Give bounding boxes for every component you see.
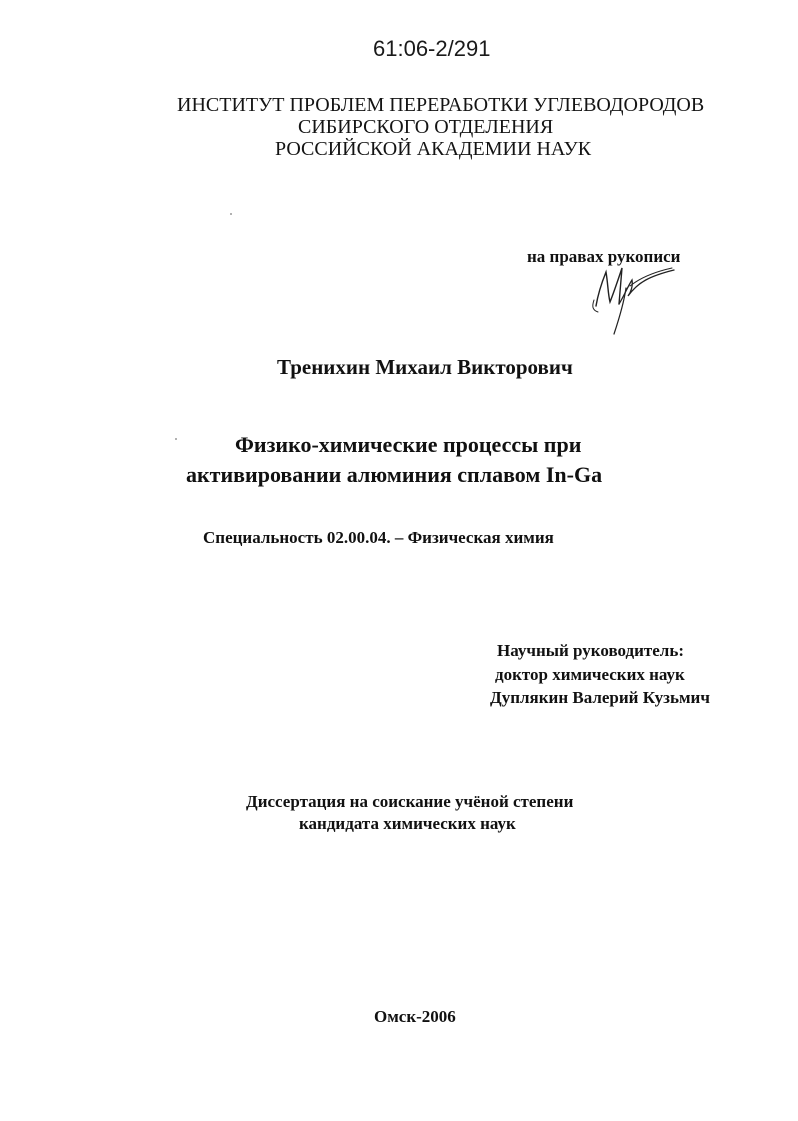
dissertation-degree-line-2: кандидата химических наук [299, 814, 516, 833]
institute-line-1: ИНСТИТУТ ПРОБЛЕМ ПЕРЕРАБОТКИ УГЛЕВОДОРОДОВ [177, 94, 705, 116]
dissertation-title-line-2: активировании алюминия сплавом In-Ga [186, 462, 603, 487]
scan-speck [175, 438, 177, 440]
scan-speck [230, 213, 232, 215]
dissertation-degree-line-1: Диссертация на соискание учёной степени [246, 792, 574, 811]
supervisor-degree: доктор химических наук [495, 665, 685, 684]
dissertation-title-line-1: Физико-химические процессы при [235, 432, 582, 457]
author-name: Тренихин Михаил Викторович [277, 355, 573, 379]
catalog-stamp: 61:06-2/291 [373, 36, 491, 61]
supervisor-name: Дуплякин Валерий Кузьмич [490, 688, 710, 707]
institute-line-2: СИБИРСКОГО ОТДЕЛЕНИЯ [298, 116, 554, 138]
specialty-line: Специальность 02.00.04. – Физическая химия [203, 528, 554, 547]
institute-line-3: РОССИЙСКОЙ АКАДЕМИИ НАУК [275, 138, 592, 160]
city-year: Омск-2006 [374, 1007, 456, 1026]
handwritten-signature [578, 256, 678, 336]
manuscript-rights-label: на правах рукописи [527, 247, 681, 266]
supervisor-label: Научный руководитель: [497, 641, 684, 660]
